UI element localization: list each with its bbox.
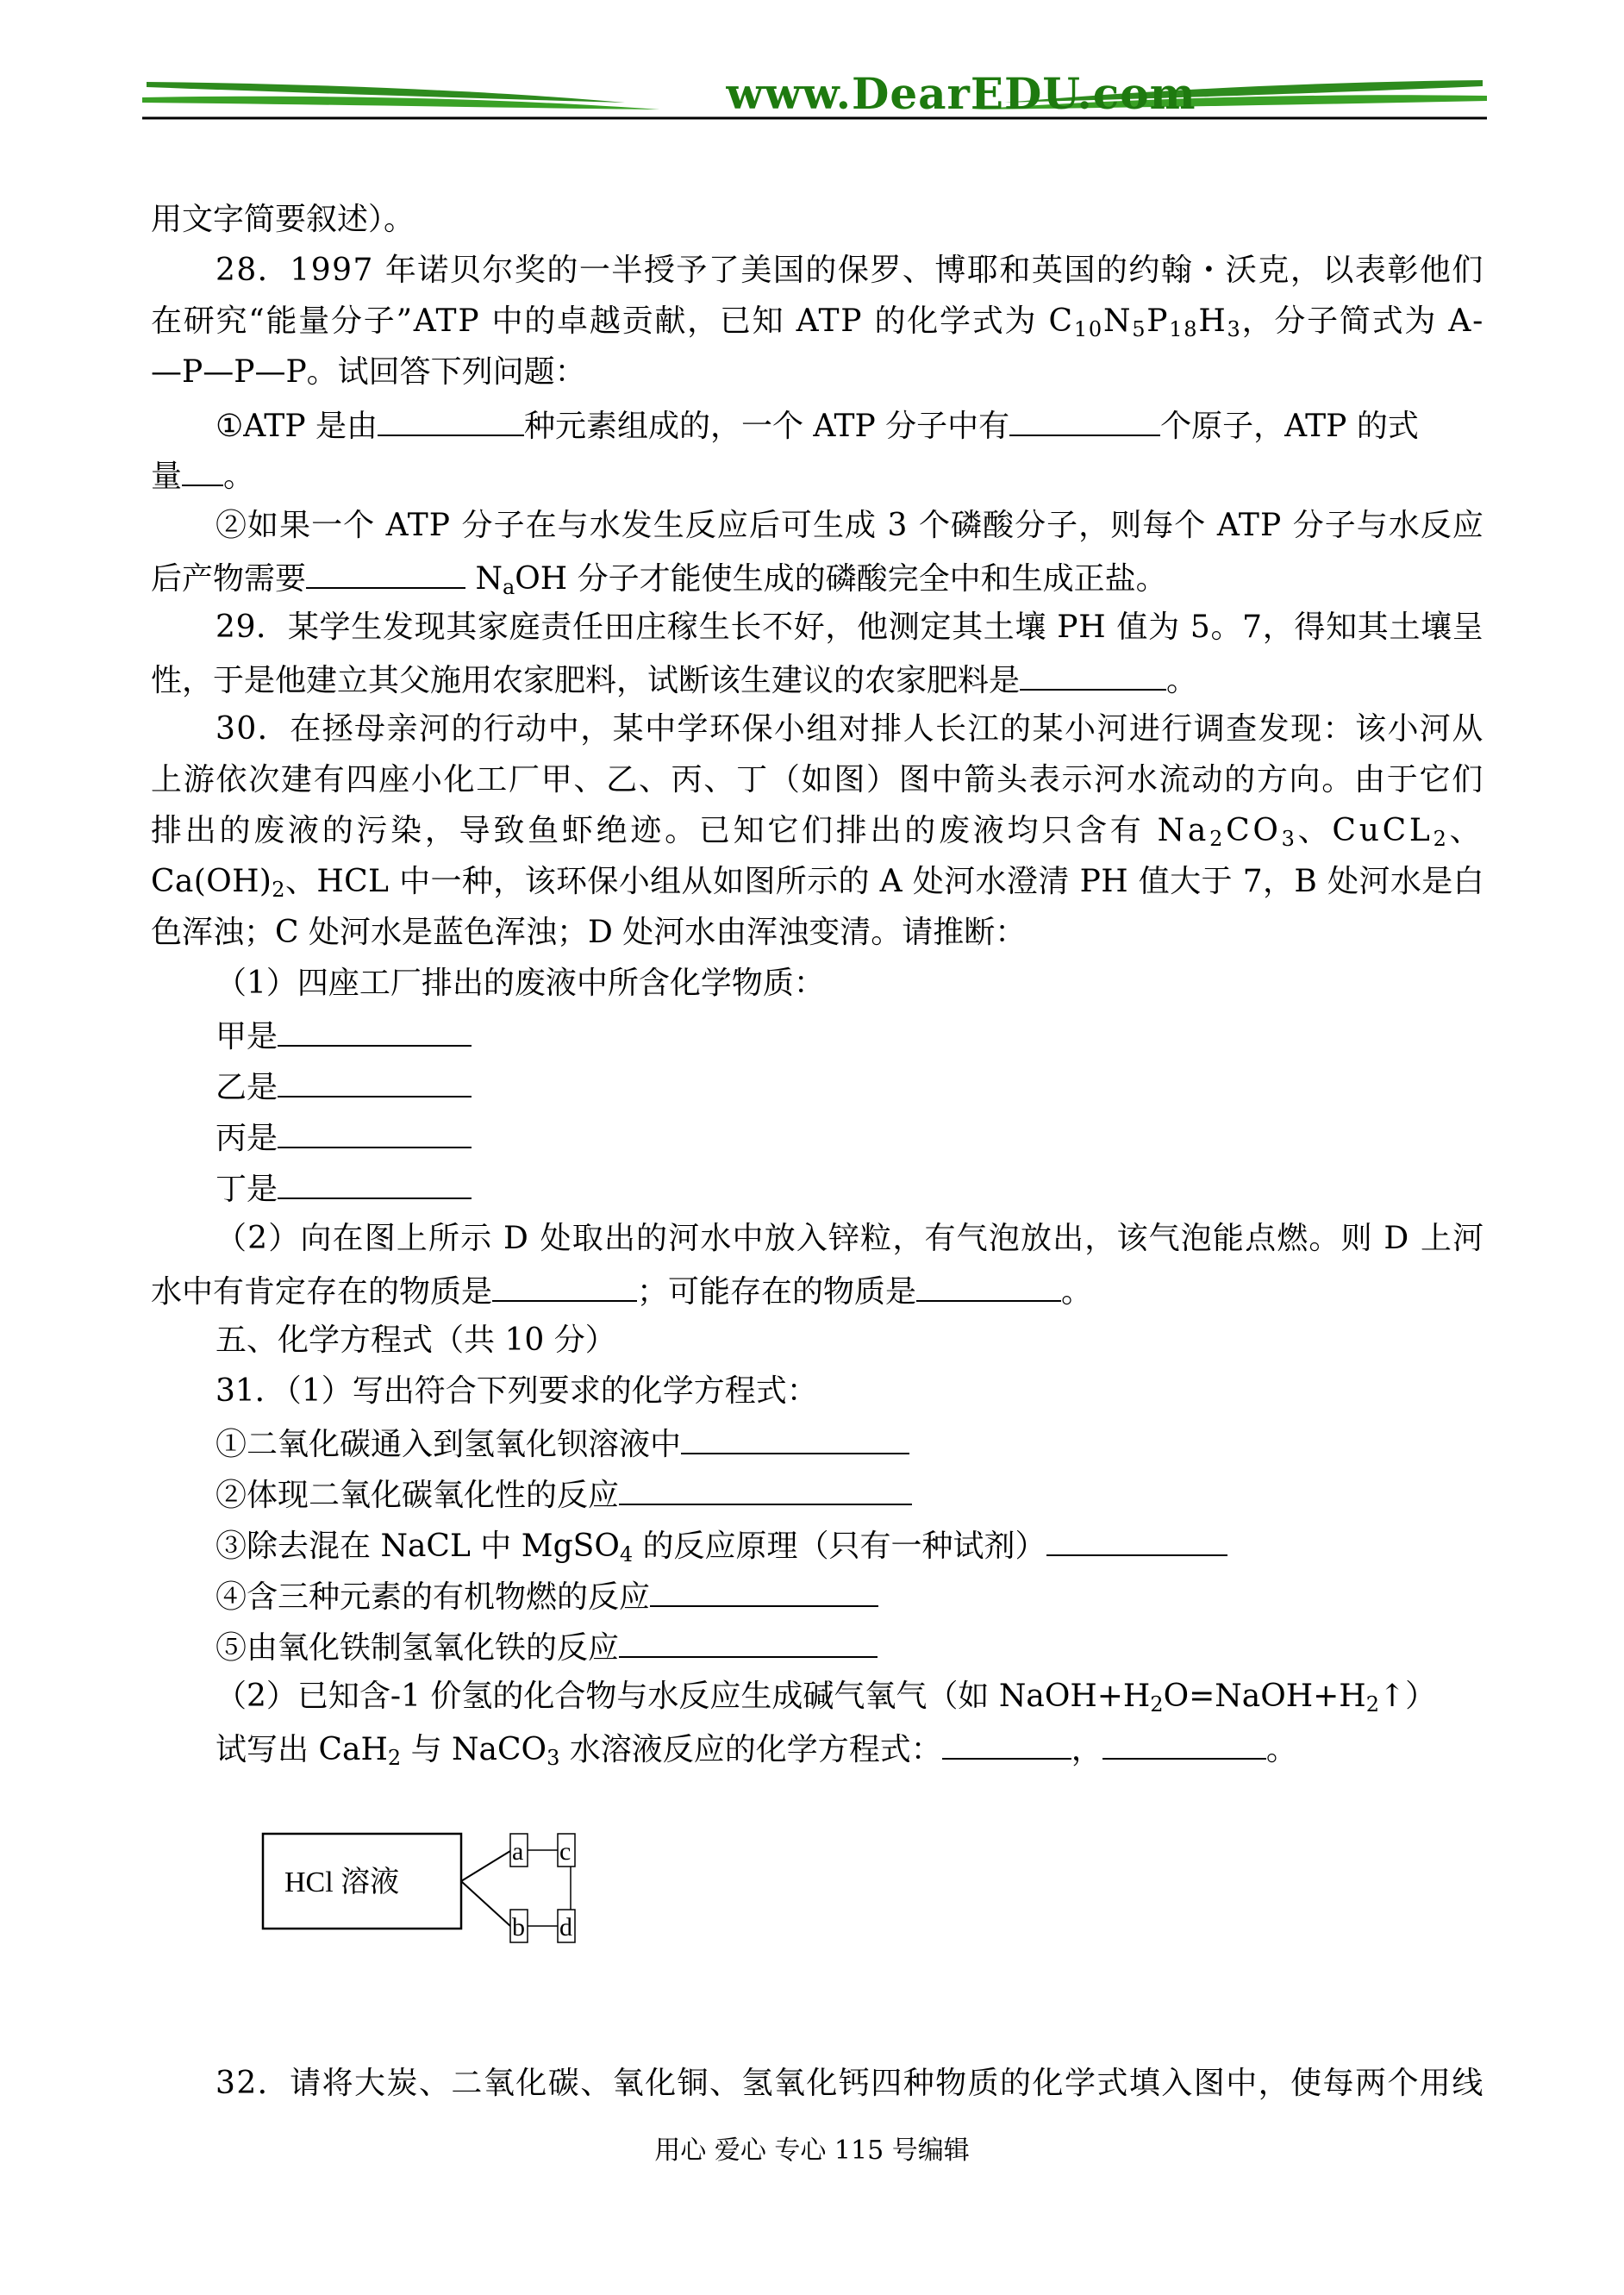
text-line — [151, 914, 1026, 952]
text-line — [215, 2065, 1484, 2103]
text-line — [215, 1373, 818, 1410]
text-line — [151, 1271, 1092, 1311]
text-run: N — [465, 561, 503, 597]
text-run: 试写出 CaH — [215, 1732, 388, 1767]
subscript: 3 — [547, 1746, 560, 1770]
subscript: 3 — [1227, 317, 1242, 341]
text-run: （2）向在图上所示 D 处取出的河水中放入锌粒，有气泡放出，该气泡能点燃。则 D 上河 — [215, 1221, 1485, 1256]
text-run: 与 NaCO — [401, 1732, 547, 1767]
text-run: O=NaOH+H — [1163, 1679, 1366, 1714]
text-run: 、CuCL — [1297, 813, 1433, 848]
text-run: 排出的废液的污染，导致鱼虾绝迹。已知它们排出的废液均只含有 Na — [151, 813, 1210, 848]
text-run: 上游依次建有四座小化工厂甲、乙、丙、丁（如图）图中箭头表示河水流动的方向。由于它们 — [151, 762, 1484, 797]
text-run: 29．某学生发现其家庭责任田庄稼生长不好，他测定其土壤 PH 值为 5。7，得知其土壤呈 — [215, 610, 1484, 645]
text-run: 色浑浊；C 处河水是蓝色浑浊；D 处河水由浑浊变清。请推断： — [151, 915, 1027, 950]
answer-blank[interactable] — [1009, 405, 1160, 436]
subscript: 4 — [619, 1542, 634, 1566]
text-run: （1）四座工厂排出的废液中所含化学物质： — [215, 966, 825, 1001]
page-footer: 用心 爱心 专心 115 号编辑 — [654, 2136, 970, 2166]
answer-blank[interactable] — [942, 1729, 1071, 1760]
text-line — [151, 761, 1484, 799]
answer-blank[interactable] — [278, 1168, 472, 1199]
text-run: —P—P—P。试回答下列问题： — [151, 354, 586, 390]
text-line — [215, 1322, 616, 1360]
text-run: 。 — [1265, 1732, 1297, 1767]
text-line — [215, 710, 1484, 748]
text-line — [151, 863, 1484, 901]
text-line — [215, 1678, 1436, 1716]
text-run: ， — [1071, 1732, 1102, 1767]
text-run: 水溶液反应的化学方程式： — [559, 1732, 942, 1767]
text-run: 。 — [1166, 663, 1198, 698]
text-run: 后产物需要 — [151, 561, 307, 597]
subscript: 18 — [1169, 317, 1199, 341]
diagram-svg — [259, 1821, 603, 1959]
answer-blank[interactable] — [278, 1117, 472, 1148]
text-line — [151, 660, 1197, 700]
text-line — [215, 1729, 1297, 1769]
text-run: OH 分子才能使生成的磷酸完全中和生成正盐。 — [515, 561, 1167, 597]
text-run: 个原子，ATP 的式 — [1160, 409, 1419, 444]
text-run: 乙是 — [215, 1070, 278, 1105]
text-run: 。 — [223, 459, 255, 494]
text-run: 用文字简要叙述）。 — [151, 202, 415, 237]
answer-blank[interactable] — [1102, 1729, 1266, 1760]
text-line — [215, 1117, 472, 1158]
text-line — [215, 609, 1484, 647]
text-line — [215, 965, 825, 1003]
text-line — [215, 1627, 878, 1667]
answer-blank[interactable] — [1046, 1525, 1227, 1556]
answer-blank[interactable] — [278, 1016, 472, 1047]
text-line — [215, 1525, 1227, 1566]
answer-blank[interactable] — [1020, 660, 1166, 691]
node-d-label: d — [559, 1913, 572, 1942]
text-line — [151, 303, 1484, 341]
text-run: ；可能存在的物质是 — [637, 1274, 917, 1310]
text-run: 30．在拯母亲河的行动中，某中学环保小组对排人长江的某小河进行调查发现：该小河从 — [215, 711, 1484, 747]
text-run: ①二氧化碳通入到氢氧化钡溶液中 — [215, 1427, 682, 1462]
text-run: ，分子简式为 A- — [1241, 303, 1485, 339]
text-line — [215, 1220, 1484, 1258]
text-line — [151, 201, 415, 239]
text-run: 、HCL 中一种，该环保小组从如图所示的 A 处河水澄清 PH 值大于 7，B 处河水是白 — [284, 864, 1484, 899]
answer-blank[interactable] — [681, 1423, 909, 1454]
text-run: ①ATP 是由 — [215, 409, 378, 444]
node-a-label: a — [512, 1837, 524, 1866]
text-run: 丁是 — [215, 1172, 278, 1207]
subscript: 2 — [1365, 1692, 1379, 1717]
text-run: 种元素组成的，一个 ATP 分子中有 — [523, 409, 1010, 444]
reaction-diagram — [259, 1821, 603, 1959]
text-run: 量 — [151, 459, 183, 494]
text-run: 、 — [1449, 813, 1484, 848]
text-run: CO — [1226, 813, 1282, 848]
text-line — [151, 558, 1167, 598]
text-run: Ca(OH) — [151, 864, 272, 899]
text-line — [215, 1423, 909, 1464]
answer-blank[interactable] — [492, 1271, 637, 1302]
answer-blank[interactable] — [278, 1066, 472, 1097]
text-run: H — [1198, 303, 1227, 339]
text-run: ②如果一个 ATP 分子在与水发生反应后可生成 3 个磷酸分子，则每个 ATP 分子与水反应 — [215, 508, 1484, 543]
subscript: 2 — [272, 878, 285, 902]
answer-blank[interactable] — [306, 558, 465, 589]
text-line — [215, 405, 1419, 446]
text-run: 的反应原理（只有一种试剂） — [633, 1529, 1046, 1564]
text-run: ②体现二氧化碳氧化性的反应 — [215, 1478, 620, 1513]
subscript: 2 — [387, 1746, 402, 1770]
text-line — [151, 812, 1483, 850]
answer-blank[interactable] — [378, 405, 524, 436]
answer-blank[interactable] — [619, 1627, 878, 1658]
text-run: 五、化学方程式（共 10 分） — [215, 1323, 616, 1358]
text-run: ④含三种元素的有机物燃的反应 — [215, 1579, 651, 1615]
text-run: ↑） — [1378, 1679, 1437, 1714]
node-b-label: b — [512, 1913, 525, 1942]
text-run: （2）已知含-1 价氢的化合物与水反应生成碱气氧气（如 NaOH+H — [215, 1679, 1151, 1714]
answer-blank[interactable] — [619, 1474, 912, 1505]
text-run: 31．（1）写出符合下列要求的化学方程式： — [215, 1373, 818, 1409]
text-run: 28．1997 年诺贝尔奖的一半授予了美国的保罗、博耶和英国的约翰・沃克，以表彰他们 — [215, 253, 1484, 288]
text-line — [151, 353, 586, 391]
text-run: P — [1146, 303, 1170, 339]
text-run: 性，于是他建立其父施用农家肥料，试断该生建议的农家肥料是 — [151, 663, 1021, 698]
text-line — [215, 252, 1484, 290]
text-run: ③除去混在 NaCL 中 MgSO — [215, 1529, 620, 1564]
text-line — [151, 455, 254, 496]
answer-blank[interactable] — [916, 1271, 1061, 1302]
subscript: a — [502, 575, 515, 599]
subscript: 2 — [1150, 1692, 1164, 1717]
text-line — [215, 1168, 472, 1209]
subscript: 3 — [1281, 827, 1298, 851]
text-line — [215, 1474, 912, 1515]
text-run: 水中有肯定存在的物质是 — [151, 1274, 493, 1310]
hcl-box-label: HCl 溶液 — [284, 1867, 400, 1898]
subscript: 10 — [1073, 317, 1103, 341]
text-line — [215, 507, 1484, 545]
node-c-label: c — [559, 1837, 572, 1866]
subscript: 2 — [1433, 827, 1450, 851]
answer-blank[interactable] — [182, 455, 223, 486]
text-line — [215, 1066, 472, 1107]
subscript: 5 — [1132, 317, 1147, 341]
text-run: 丙是 — [215, 1121, 278, 1156]
text-run: 在研究“能量分子”ATP 中的卓越贡献，已知 ATP 的化学式为 C — [151, 303, 1074, 339]
text-run: ⑤由氧化铁制氢氧化铁的反应 — [215, 1630, 620, 1666]
text-run: 甲是 — [215, 1019, 278, 1054]
text-run: 32．请将大炭、二氧化碳、氧化铜、氢氧化钙四种物质的化学式填入图中，使每两个用线 — [215, 2066, 1484, 2101]
brand-name[interactable]: www.DearEDU.com — [726, 68, 1196, 119]
site-banner — [142, 65, 1487, 125]
subscript: 2 — [1209, 827, 1227, 851]
text-line — [215, 1576, 878, 1617]
text-run: N — [1102, 303, 1133, 339]
answer-blank[interactable] — [650, 1576, 878, 1607]
text-run: 。 — [1061, 1274, 1093, 1310]
text-line — [215, 1016, 472, 1056]
